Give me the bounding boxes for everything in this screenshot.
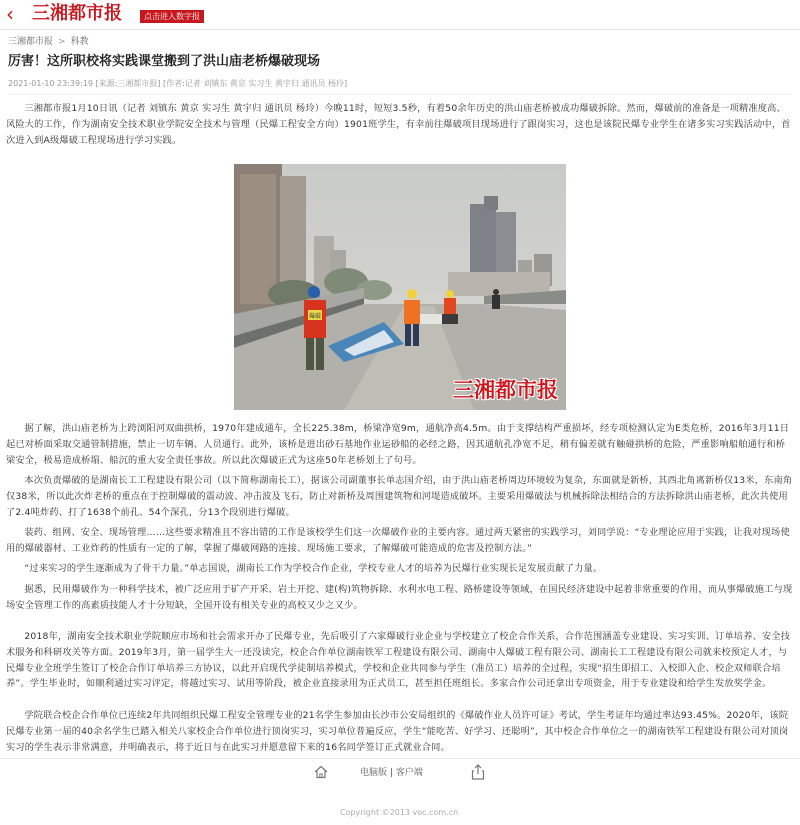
top-bar — [0, 0, 800, 30]
breadcrumb-section[interactable]: 科教 — [70, 37, 89, 47]
digital-edition-link[interactable]: 点击进入数字报 — [140, 10, 204, 23]
copyright: Copyright ©2013 voc.com.cn — [340, 808, 459, 817]
breadcrumb — [8, 35, 89, 49]
photo-watermark: 三湘都市报 — [453, 378, 558, 402]
site-logo[interactable]: 三湘都市报 — [32, 3, 122, 24]
footer-links[interactable]: 电脑版 | 客户端 — [360, 768, 423, 778]
share-icon[interactable] — [471, 764, 485, 780]
article-photo — [234, 164, 566, 410]
article-paragraph: “过来实习的学生逐渐成为了骨干力量。”单志国说，湖南长工作为学校合作企业，学校专业人才的培养为民爆行业实现长足发展贡献了力量。 — [24, 563, 603, 574]
chevron-left-icon[interactable]: ‹ — [6, 2, 14, 26]
article-paragraph: 三湘都市报1月10日讯（记者 刘镇东 黄京 实习生 黄宇归 通讯员 杨玲）今晚11时，短短3.5秒，有着50余年历史的洪山庙老桥被成功爆破拆除。然而，爆破前的准备是一项精准度高、风险大的工作，作为湖南安全技术职业学院安全技术与管理（民爆工程安全方向）1901班学生，有幸前往爆破项目现场进行了跟岗实习，这也是该院民爆专业学生在诸多实习实践活动中，首次进入到A级爆破工程现场进行学习实践。 — [6, 103, 791, 146]
breadcrumb-separator: > — [58, 37, 66, 47]
worker-figure — [492, 289, 500, 309]
article-title: 厉害！这所职校将实践课堂搬到了洪山庙老桥爆破现场 — [8, 54, 321, 69]
article-paragraph: 据悉，民用爆破作为一种科学技术，被广泛应用于矿产开采、岩土开挖、建(构)筑物拆除、水利水电工程、路桥建设等领域，在国民经济建设中起着非常重要的作用，而从事爆破施工与现场安全管理工作的高素质技能人才十分短缺，全国开设有相关专业的高校又少之又少。 — [6, 584, 793, 611]
home-icon[interactable] — [314, 765, 328, 779]
article-meta: 2021-01-10 23:39:19 [来源:三湘都市报] [作者:记者 刘镇东 黄京 实习生 黄宇归 通讯员 杨玲] — [8, 79, 348, 88]
breadcrumb-home[interactable]: 三湘都市报 — [8, 37, 54, 47]
vest-text: 爆破 — [308, 313, 322, 320]
article-paragraph: 学院联合校企合作单位已连续2年共同组织民爆工程安全管理专业的21名学生参加由长沙市公安局组织的《爆破作业人员许可证》考试，学生考证年均通过率达93.45%。2020年，该院民爆专业第一届的40余名学生已踏入相关八家校企合作单位进行顶岗实习，实习单位普遍反应，学生“能吃苦、好学习、还聪明”，其中校企合作单位之一的湖南铁军工程建设有限公司对顶岗实习的学生表示非常满意，并明确表示，将于近日与在此实习并愿意留下来的16名同学签订正式就业合同。 — [6, 710, 789, 753]
article-paragraph: 据了解，洪山庙老桥为上跨浏阳河双曲拱桥，1970年建成通车，全长225.38m，桥梁净宽9m，通航净高4.5m。由于支撑结构严重损坏，经专项检测认定为E类危桥，2016年3月11日起已对桥面采取交通管制措施，禁止一切车辆、人员通行。此外，该桥是进出砂石基地作业运砂船的必经之路，因其通航孔净宽不足，稍有偏差就有触碰拱桥的危险，严重影响船舶通行和桥梁安全，极易造成桥塌、船沉的重大安全责任事故。所以此次爆破正式为这座50年老桥划上了句号。 — [6, 423, 790, 466]
divider — [8, 94, 792, 95]
article-paragraph: 2018年，湖南安全技术职业学院顺应市场和社会需求开办了民爆专业，先后吸引了六家爆破行业企业与学校建立了校企合作关系，合作范围涵盖专业建设、实习实训、订单培养、安全技术服务和科研攻关等方面。2019年3月，第一届学生大一还没读完，校企合作单位湖南铁军工程建设有限公司、湖南中人爆破工程有限公司、湖南长工工程建设有限公司就来校预定人才，与民爆专业全班学生签订了校企合作订单培养三方协议，以此开启现代学徒制培养模式，学校和企业共同参与学生（准员工）培养的全过程，实现“招生即招工、入校即入企、校企双师联合培养”。学生毕业时，如顺利通过实习评定，将越过实习、试用等阶段，被企业直接录用为正式员工，甚至担任班组长。多家合作公司还拿出专项资金，用于专业建设和给学生发放奖学金。 — [6, 631, 791, 690]
article-paragraph: 装药、组网、安全、现场管理……这些要求精准且不容出错的工作是该校学生们这一次爆破作业的主要内容。通过两天紧密的实践学习，刘同学说：“专业理论应用于实践，让我对现场使用的爆破器材、工业炸药的性质有一定的了解，掌握了爆破网路的连接、现场施工要求，了解爆破可能造成的危害及控制方法。” — [6, 527, 790, 554]
article-paragraph: 本次负责爆破的是湖南长工工程建设有限公司（以下简称湖南长工），据该公司副董事长单志国介绍，由于洪山庙老桥周边环境较为复杂，东面就是新桥，其西北角离新桥仅13米，东南角仅38米，所以此次炸老桥的重点在于控制爆破的震动波、冲击波及飞石，防止对新桥及周围建筑物和河堤造成破坏。主要采用爆破法与机械拆除法相结合的方法拆除洪山庙老桥，此次共使用了2.4吨炸药、打了1638个前孔、54个深孔，分13个段别进行爆破。 — [6, 475, 793, 518]
footer — [0, 758, 800, 825]
